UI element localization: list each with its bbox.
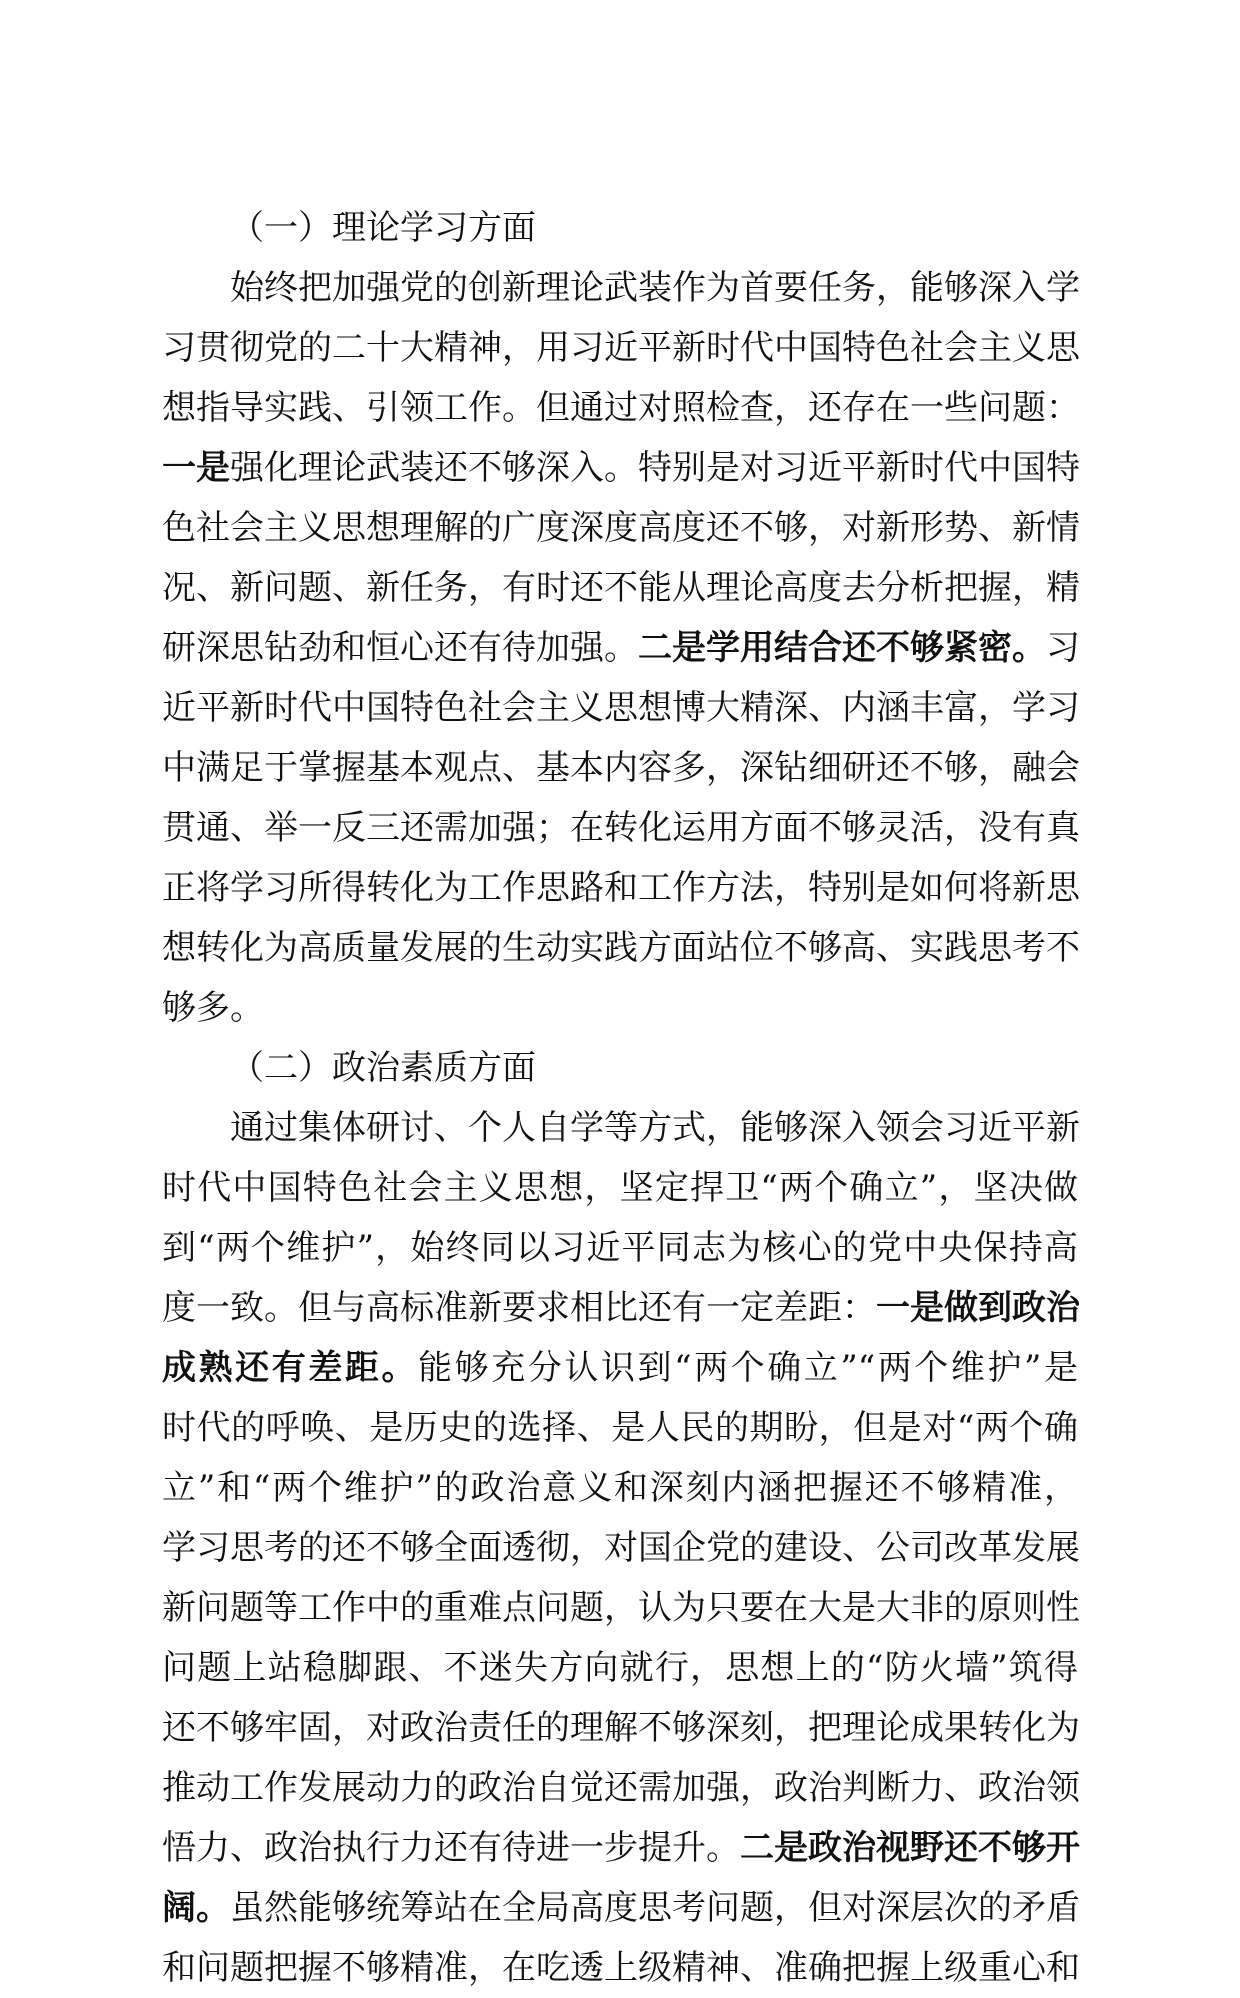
text-run: 悟力、政治执行力还有待进一步提升。 — [162, 1828, 740, 1868]
paragraph-line — [162, 978, 1078, 1038]
text-run: 推动工作发展动力的政治自觉还需加强，政治判断力、政治领 — [162, 1768, 1080, 1808]
bold-text: 一是 — [162, 448, 230, 488]
paragraph-line — [162, 1878, 1078, 1938]
text-run: 够多。 — [162, 988, 264, 1028]
text-run: 新问题等工作中的重难点问题，认为只要在大是大非的原则性 — [162, 1588, 1080, 1628]
paragraph-line — [162, 378, 1078, 438]
paragraph-line — [162, 1458, 1078, 1518]
paragraph-line — [162, 1758, 1078, 1818]
paragraph-line — [162, 1218, 1078, 1278]
document-page — [162, 198, 1078, 1998]
text-run: 贯通、举一反三还需加强；在转化运用方面不够灵活，没有真 — [162, 808, 1080, 848]
text-run: 色社会主义思想理解的广度深度高度还不够，对新形势、新情 — [162, 508, 1080, 548]
paragraph-line — [162, 738, 1078, 798]
text-run: 到“两个维护”，始终同以习近平同志为核心的党中央保持高 — [162, 1228, 1078, 1268]
paragraph-line — [162, 1698, 1078, 1758]
paragraph-line — [162, 798, 1078, 858]
text-run: 况、新问题、新任务，有时还不能从理论高度去分析把握，精 — [162, 568, 1080, 608]
text-run: 通过集体研讨、个人自学等方式，能够深入领会习近平新 — [230, 1108, 1080, 1148]
bold-text: 成熟还有差距。 — [162, 1348, 419, 1388]
text-run: 度一致。但与高标准新要求相比还有一定差距： — [162, 1288, 876, 1328]
bold-text: 二是学用结合还不够紧密。 — [638, 628, 1046, 668]
text-run: 想指导实践、引领工作。但通过对照检查，还存在一些问题： — [162, 388, 1080, 428]
paragraph-line — [162, 1938, 1078, 1998]
text-run: 中满足于掌握基本观点、基本内容多，深钻细研还不够，融会 — [162, 748, 1080, 788]
text-run: 还不够牢固，对政治责任的理解不够深刻，把理论成果转化为 — [162, 1708, 1080, 1748]
paragraph-line — [162, 1278, 1078, 1338]
paragraph-line — [162, 558, 1078, 618]
paragraph-line — [162, 1818, 1078, 1878]
text-run: 研深思钻劲和恒心还有待加强。 — [162, 628, 638, 668]
text-run: 习贯彻党的二十大精神，用习近平新时代中国特色社会主义思 — [162, 328, 1080, 368]
paragraph-line — [162, 678, 1078, 738]
paragraph-line — [162, 1098, 1078, 1158]
bold-text: 一是做到政治 — [876, 1288, 1080, 1328]
paragraph-line — [162, 318, 1078, 378]
text-run: 虽然能够统筹站在全局高度思考问题，但对深层次的矛盾 — [230, 1888, 1080, 1928]
bold-text: 阔。 — [162, 1888, 230, 1928]
section-heading-politics: （二）政治素质方面 — [230, 1048, 536, 1088]
paragraph-line — [162, 1158, 1078, 1218]
section-heading-theory: （一）理论学习方面 — [230, 208, 536, 248]
text-run: 强化理论武装还不够深入。特别是对习近平新时代中国特 — [230, 448, 1080, 488]
paragraph-line — [162, 918, 1078, 978]
text-run: 始终把加强党的创新理论武装作为首要任务，能够深入学 — [230, 268, 1080, 308]
text-run: 习 — [1046, 628, 1080, 668]
paragraph-line — [162, 1398, 1078, 1458]
paragraph-line — [162, 1518, 1078, 1578]
text-run: 能够充分认识到“两个确立”“两个维护”是 — [418, 1348, 1079, 1388]
paragraph-line — [162, 858, 1078, 918]
section-body-politics — [162, 1098, 1078, 1998]
text-run: 和问题把握不够精准，在吃透上级精神、准确把握上级重心和 — [162, 1948, 1080, 1988]
paragraph-line — [162, 438, 1078, 498]
text-run: 立”和“两个维护”的政治意义和深刻内涵把握还不够精准， — [162, 1468, 1078, 1508]
text-run: 想转化为高质量发展的生动实践方面站位不够高、实践思考不 — [162, 928, 1080, 968]
paragraph-line — [162, 1578, 1078, 1638]
paragraph-line — [162, 1338, 1078, 1398]
text-run: 问题上站稳脚跟、不迷失方向就行，思想上的“防火墙”筑得 — [162, 1648, 1078, 1688]
paragraph-line — [162, 498, 1078, 558]
bold-text: 二是政治视野还不够开 — [740, 1828, 1080, 1868]
paragraph-line — [162, 1638, 1078, 1698]
text-run: 时代的呼唤、是历史的选择、是人民的期盼，但是对“两个确 — [162, 1408, 1078, 1448]
section-body-theory — [162, 258, 1078, 1038]
text-run: 正将学习所得转化为工作思路和工作方法，特别是如何将新思 — [162, 868, 1080, 908]
paragraph-line — [162, 618, 1078, 678]
text-run: 学习思考的还不够全面透彻，对国企党的建设、公司改革发展 — [162, 1528, 1080, 1568]
text-run: 近平新时代中国特色社会主义思想博大精深、内涵丰富，学习 — [162, 688, 1080, 728]
text-run: 时代中国特色社会主义思想，坚定捍卫“两个确立”，坚决做 — [162, 1168, 1078, 1208]
paragraph-line — [162, 258, 1078, 318]
